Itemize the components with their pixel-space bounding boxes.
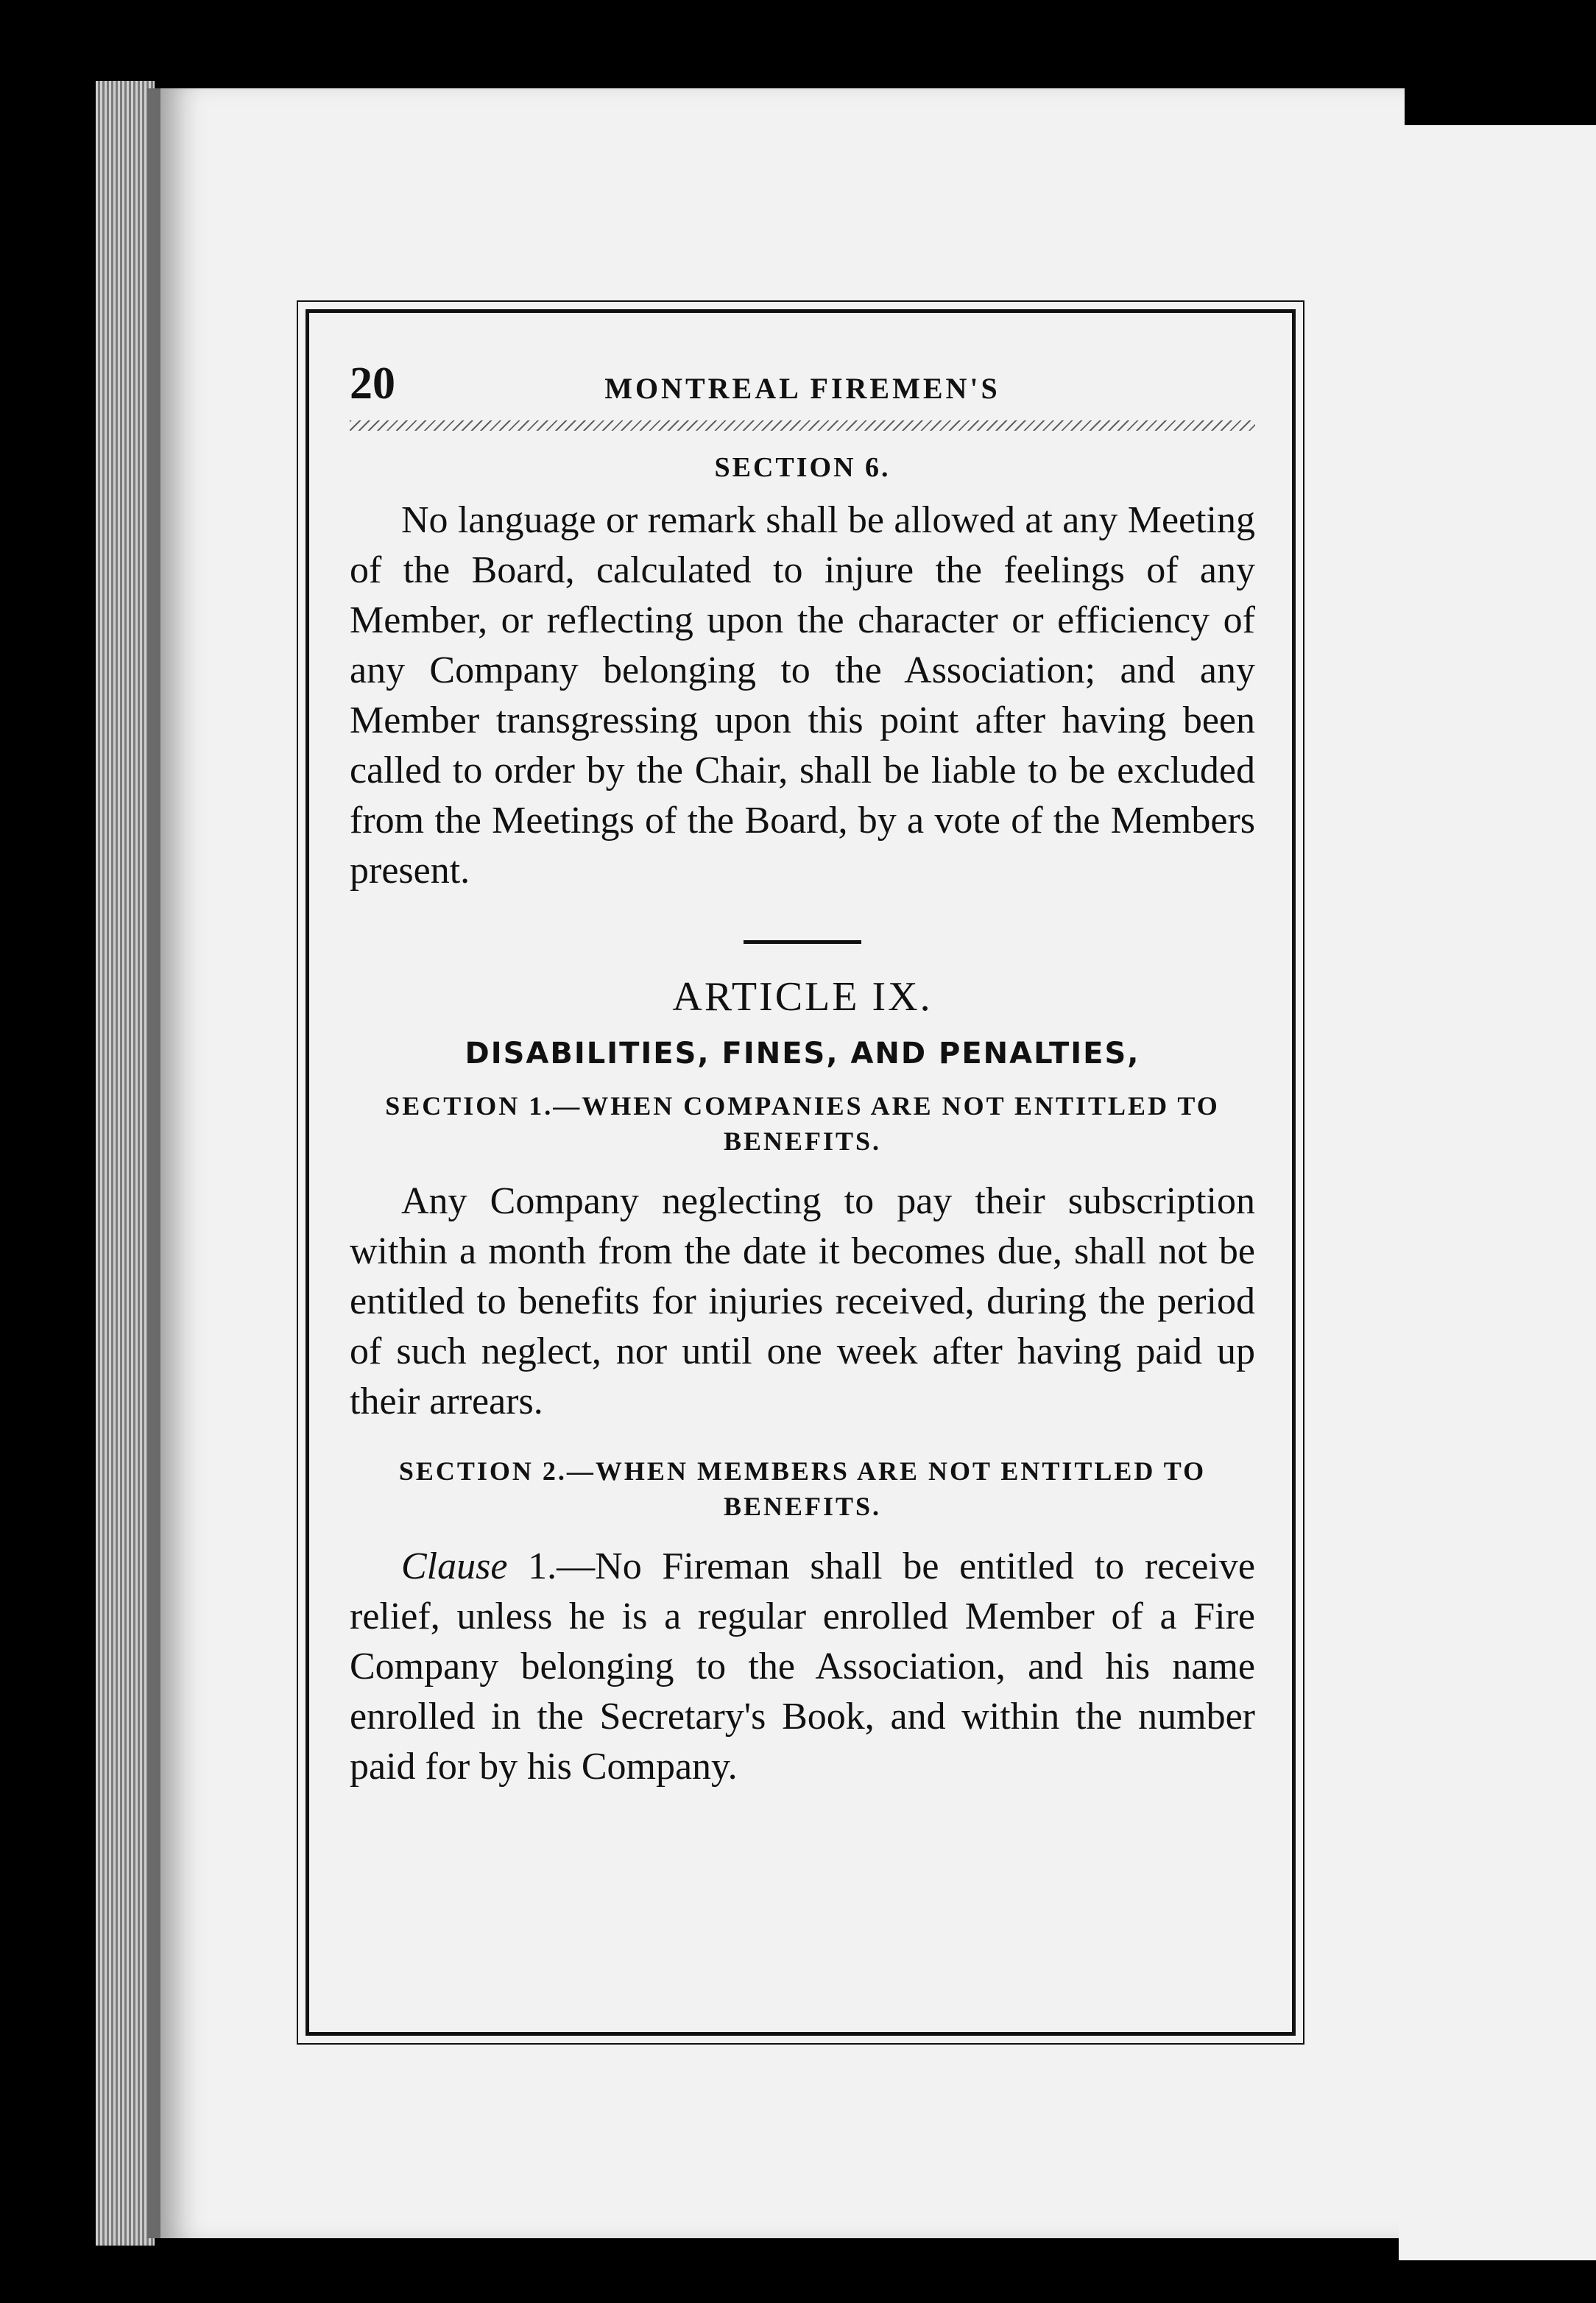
wavy-divider (350, 420, 1255, 431)
page-header (350, 342, 1255, 410)
horizontal-rule (744, 940, 861, 944)
section-6-text: No language or remark shall be allowed at any Meeting of the Board, calculated to injure the feelings of any Member, or reflecting upon the character or efficiency of any Company belonging to the Association; and any Member transgressing upon this point after having been called to order by the Chair, shall be liable to be excluded from the Meetings of the Board, by a vote of the Members present. (350, 499, 1255, 892)
running-head: MONTREAL FIREMEN'S (604, 372, 1000, 405)
article-title: ARTICLE IX. (672, 974, 933, 1020)
section-1-title: SECTION 1.—WHEN COMPANIES ARE NOT ENTITLED TO BENEFITS. (385, 1091, 1220, 1156)
text-frame (306, 309, 1296, 2036)
section-6-title: SECTION 6. (714, 452, 891, 483)
page-edges (96, 81, 155, 2246)
page-number: 20 (350, 359, 395, 409)
clause-text: 1.—No Fireman shall be entitled to receive relief, unless he is a regular enrolled Member of a Fire Company belonging to the Association, and his name enrolled in the Secretary's Book, and within the number paid for by his Company. (350, 1545, 1255, 1788)
clause-label: Clause (401, 1545, 508, 1587)
section-2-clause (350, 1542, 1255, 1792)
article-subtitle: DISABILITIES, FINES, AND PENALTIES, (465, 1037, 1140, 1071)
section-1-text: Any Company neglecting to pay their subscription within a month from the date it becomes due, shall not be entitled to benefits for injuries received, during the period of such neglect, nor until one week after having paid up their arrears. (350, 1180, 1255, 1422)
section-2-title: SECTION 2.—WHEN MEMBERS ARE NOT ENTITLED TO BENEFITS. (398, 1456, 1207, 1521)
right-page-fragment (1399, 125, 1596, 2260)
